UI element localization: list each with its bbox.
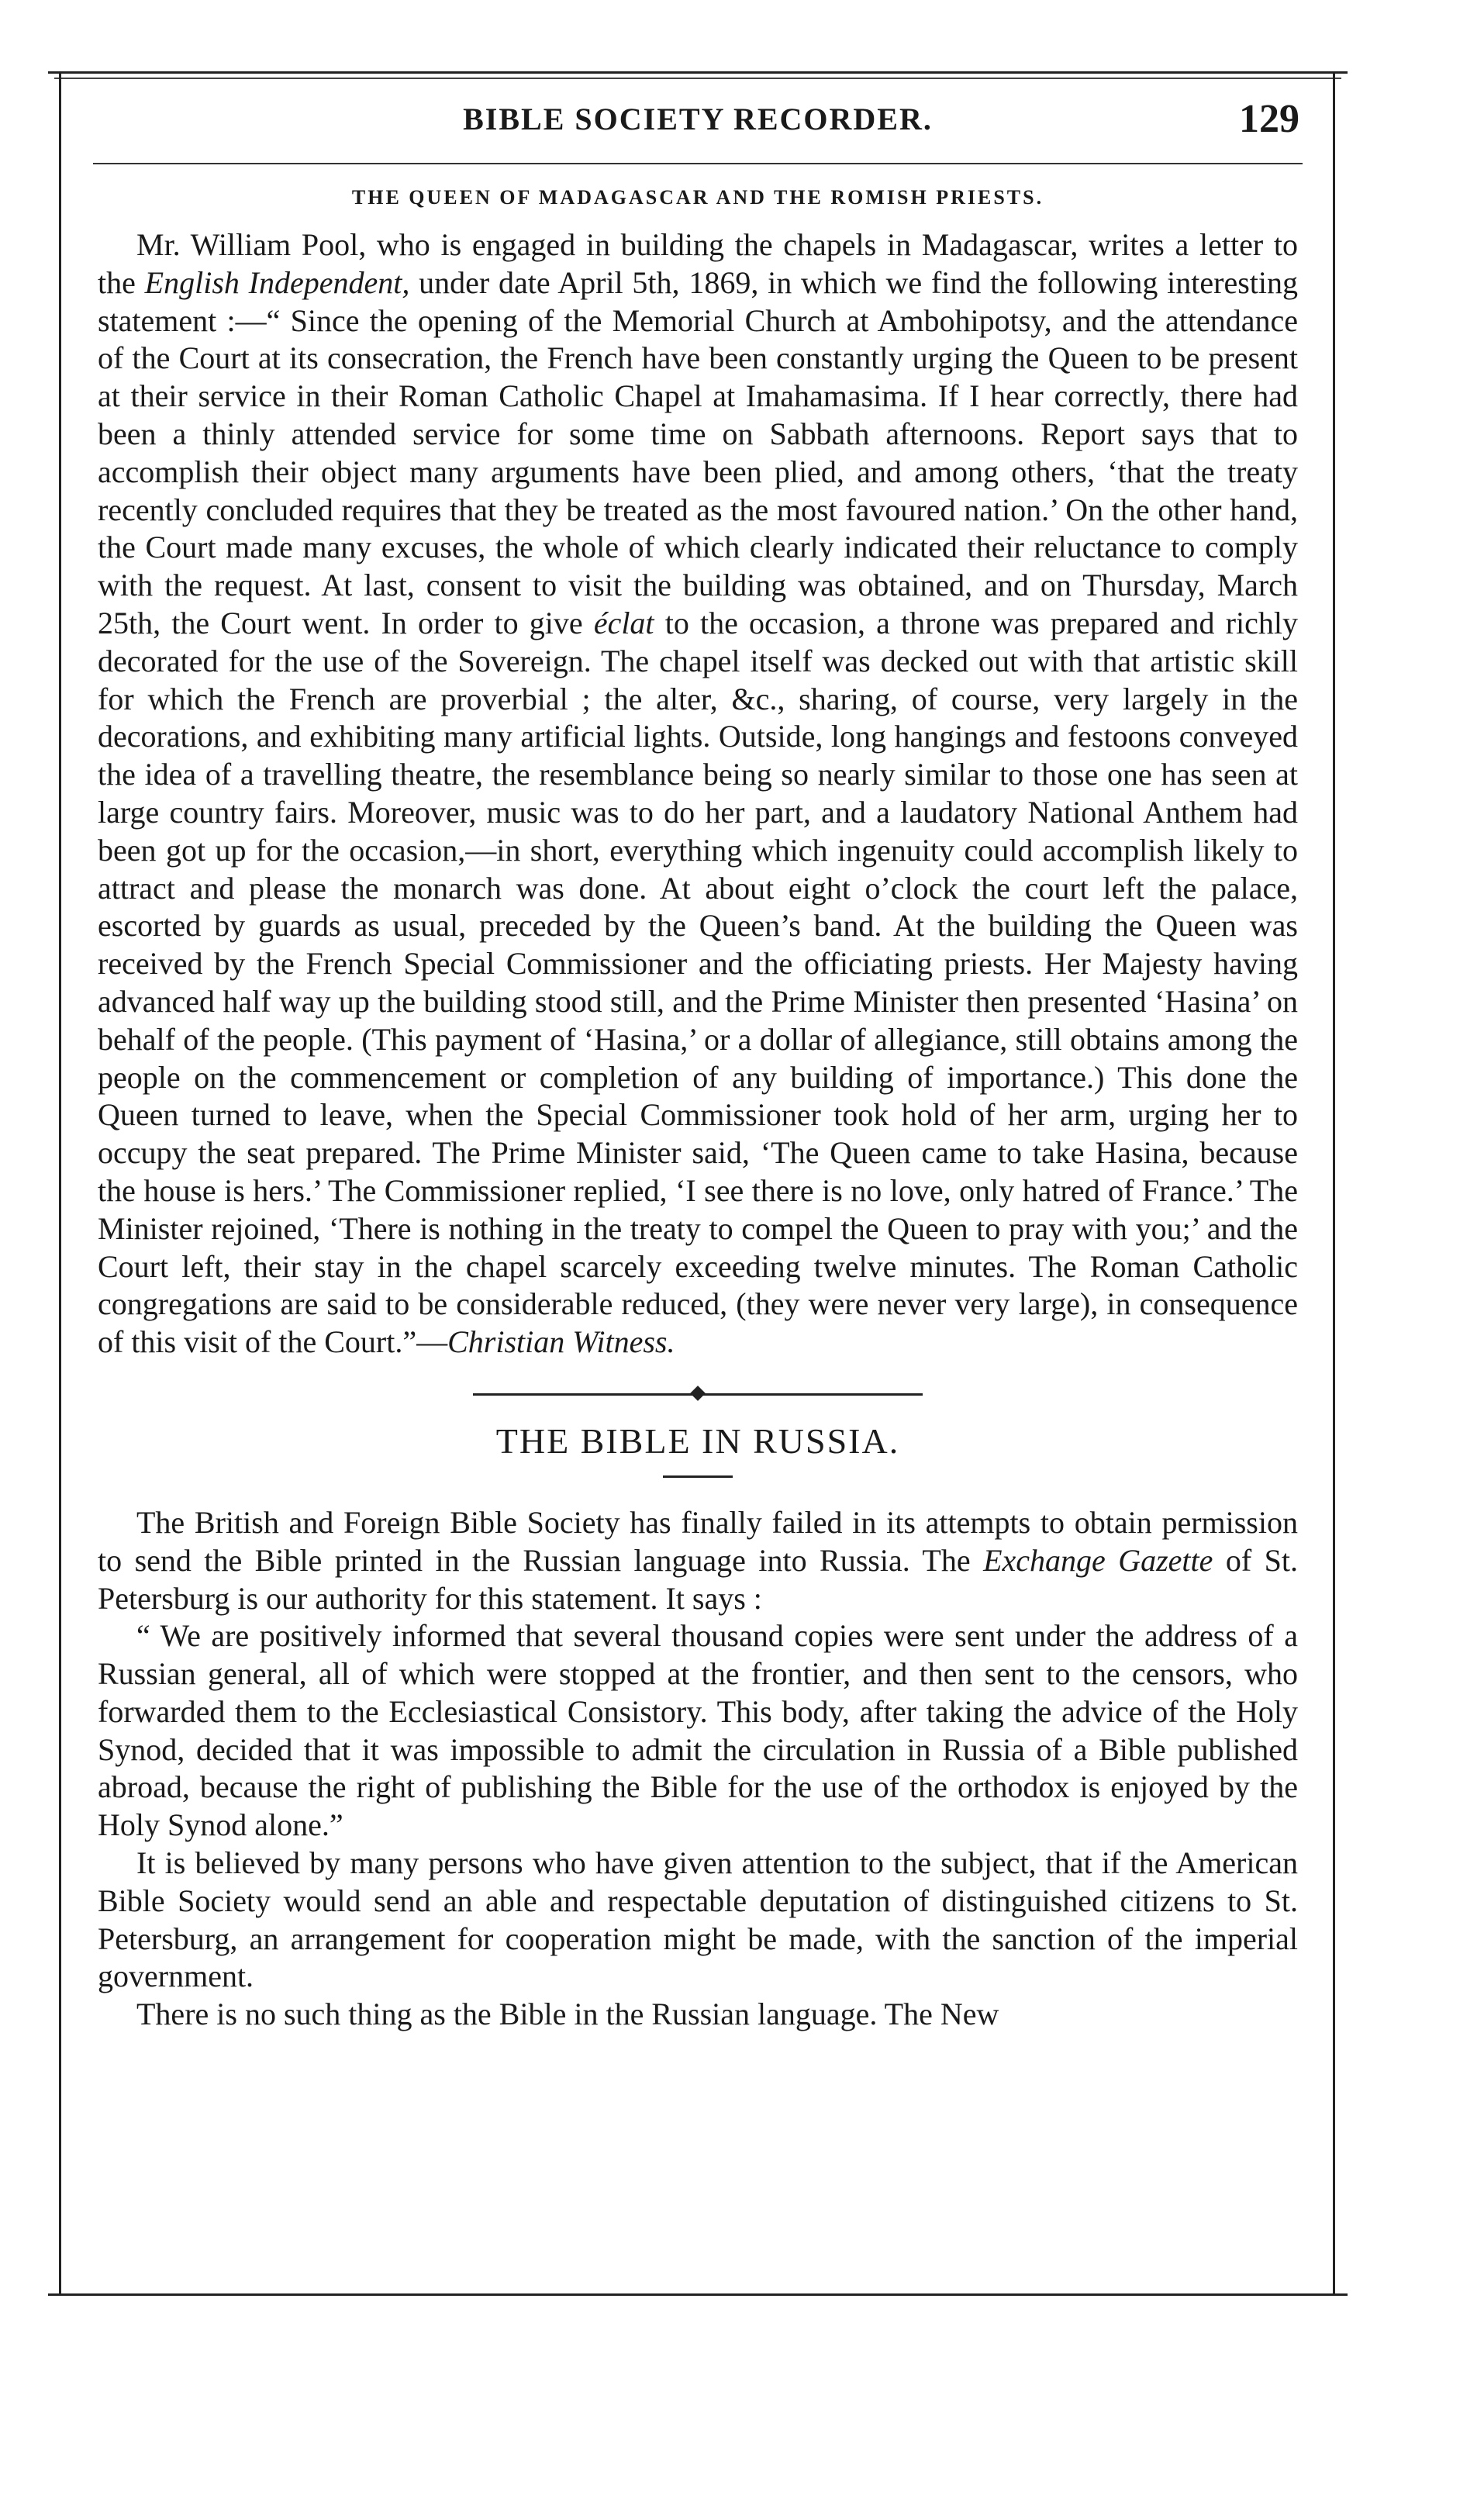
page-header bbox=[93, 97, 1303, 147]
text-run: to the occasion, a throne was prepared and richly decorated for the use of the Sovereign. The chapel itself was decked out with that artistic skill for which the French are proverbial ; the alter, &c., sharing, of course, very largely in the decorations, and exhibiting many artificial lights. Outside, long hangings and festoons conveyed the idea of a travelling theatre, the resemblance being so nearly similar to those one has seen at large country fairs. Moreover, music was to do her part, and a laudatory National Anthem had been got up for the occasion,—in short, everything which ingenuity could accomplish likely to attract and please the monarch was done. At about eight o’clock the court left the palace, escorted by guards as usual, preceded by the Queen’s band. At the building the Queen was received by the French Special Commissioner and the officiating priests. Her Majesty having advanced half way up the building stood still, and the Prime Minister then presented ‘Hasina’ on behalf of the people. (This payment of ‘Hasina,’ or a dollar of allegiance, still obtains among the people on the commencement or completion of any building of importance.) This done the Queen turned to leave, when the Special Commissioner took hold of her arm, urging her to occupy the seat prepared. The Prime Minister said, ‘The Queen came to take Hasina, because the house is hers.’ The Commissioner replied, ‘I see there is no love, only hatred of France.’ The Minister rejoined, ‘There is nothing in the treaty to compel the Queen to pray with you;’ and the Court left, their stay in the chapel scarcely exceeding twelve minutes. The Roman Catholic congregations are said to be considerable reduced, (they were never very large), in consequence of this visit of the Court.”— bbox=[98, 605, 1298, 1360]
header-rule bbox=[93, 163, 1303, 164]
text-run: The British and Foreign Bible Society has finally failed in its attempts to obtain permission to send the Bible printed in the Russian language into Russia. The bbox=[98, 1504, 1298, 1578]
article-paragraph bbox=[98, 1504, 1298, 1617]
page-content bbox=[98, 186, 1298, 2034]
article-paragraph: It is believed by many persons who have given attention to the subject, that if the American Bible Society would send an able and respectable deputation of distinguished citizens to St. Petersburg, an arrangement for cooperation might be made, with the sanction of the imperial government. bbox=[98, 1845, 1298, 1994]
running-head: BIBLE SOCIETY RECORDER. bbox=[463, 102, 933, 136]
title-underline-rule bbox=[663, 1475, 733, 1478]
article-paragraph bbox=[98, 226, 1298, 1362]
section-divider bbox=[473, 1386, 923, 1402]
text-run: Mr. William Pool, who is engaged in building the chapels in Madagascar, writes a letter to the bbox=[98, 227, 1298, 300]
article-title-madagascar: THE QUEEN OF MADAGASCAR AND THE ROMISH PRIESTS. bbox=[351, 186, 1044, 209]
italic-run: éclat bbox=[593, 605, 654, 640]
divider-diamond-icon bbox=[690, 1386, 706, 1401]
article-title-russia: THE BIBLE IN RUSSIA. bbox=[495, 1420, 900, 1461]
article-paragraph: There is no such thing as the Bible in the Russian language. The New bbox=[136, 1997, 999, 2032]
italic-run: English Independent, bbox=[144, 264, 410, 300]
text-run: of St. Petersburg is our authority for this statement. It says : bbox=[98, 1542, 1299, 1616]
bottom-border-rule bbox=[48, 2293, 1348, 2296]
page-number: 129 bbox=[1239, 97, 1299, 141]
italic-run: Christian Witness. bbox=[447, 1324, 675, 1360]
text-run: under date April 5th, 1869, in which we find the following interesting statement :—“ Since the opening of the Memorial Church at Ambohipotsy, and the attendance of the Court at its consecration, the French have been constantly urging the Queen to be present at their service in their Roman Catholic Chapel at Imahamasima. If I hear correctly, there had been a thinly attended service for some time on Sabbath afternoons. Report says that to accomplish their object many arguments have been plied, and among others, ‘that the treaty recently concluded requires that they be treated as the most favoured nation.’ On the other hand, the Court made many excuses, the whole of which clearly indicated their reluctance to comply with the request. At last, consent to visit the building was obtained, and on Thursday, March 25th, the Court went. In order to give bbox=[98, 264, 1299, 640]
quoted-paragraph: “ We are positively informed that several thousand copies were sent under the address of a Russian general, all of which were stopped at the frontier, and then sent to the censors, who forwarded them to the Ecclesiastical Consistory. This body, after taking the advice of the Holy Synod, decided that it was impossible to admit the circulation in Russia of a Bible published abroad, because the right of publishing the Bible for the use of the orthodox is enjoyed by the Holy Synod alone.” bbox=[98, 1618, 1298, 1843]
italic-run: Exchange Gazette bbox=[983, 1542, 1213, 1578]
